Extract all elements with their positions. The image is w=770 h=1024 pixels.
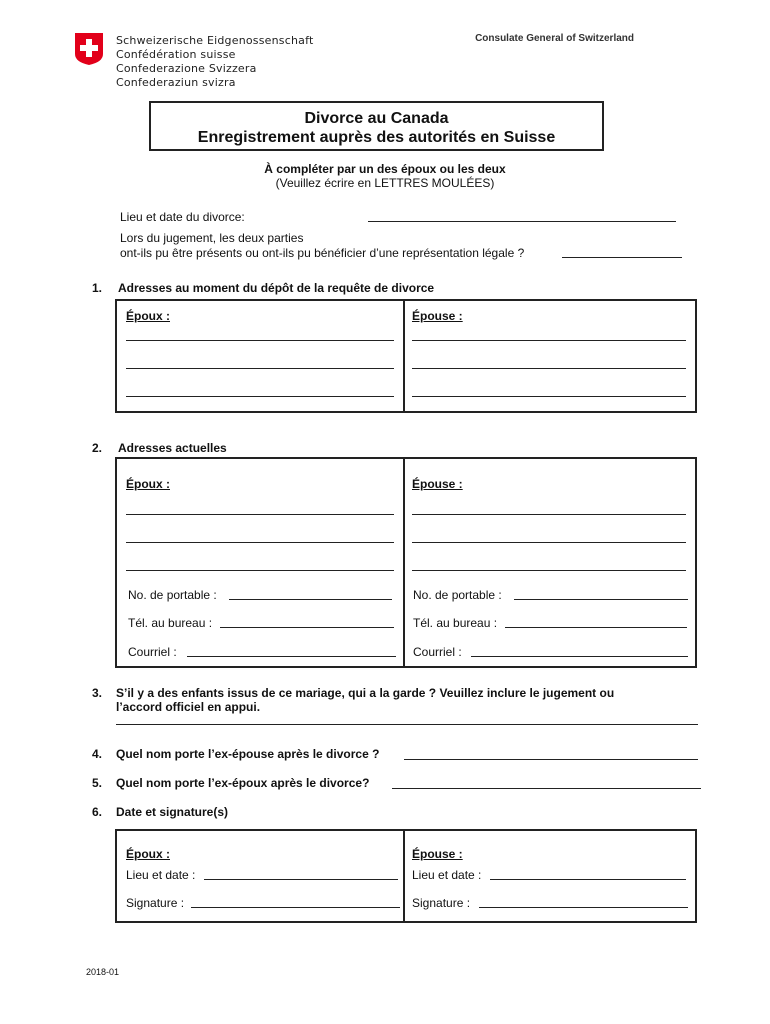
judgment-question-line-1: Lors du jugement, les deux parties — [120, 231, 304, 245]
section-2-wife-address-line[interactable] — [412, 514, 686, 515]
divorce-place-date-label: Lieu et date du divorce: — [120, 210, 245, 224]
section-5-number: 5. — [92, 776, 103, 790]
wife-mobile-field[interactable] — [514, 599, 688, 600]
wife-signature-field[interactable] — [479, 907, 688, 908]
wife-office-phone-field[interactable] — [505, 627, 687, 628]
husband-signature-field[interactable] — [191, 907, 400, 908]
section-3-number: 3. — [92, 686, 103, 700]
section-1-husband-address-line[interactable] — [126, 340, 394, 341]
wife-place-date-field[interactable] — [490, 879, 686, 880]
section-1-wife-address-line[interactable] — [412, 340, 686, 341]
section-4-question: Quel nom porte l’ex-épouse après le divorce ? — [116, 747, 380, 761]
section-2-wife-label: Épouse : — [412, 477, 463, 491]
swiss-flag-logo — [74, 32, 104, 66]
section-2-box — [115, 457, 697, 668]
section-2-wife-address-line[interactable] — [412, 542, 686, 543]
section-6-wife-label: Épouse : — [412, 847, 463, 861]
section-2-husband-address-line[interactable] — [126, 570, 394, 571]
wife-office-phone-label: Tél. au bureau : — [413, 616, 498, 630]
section-2-husband-label: Époux : — [126, 477, 170, 491]
section-2-husband-address-line[interactable] — [126, 542, 394, 543]
section-6-box — [115, 829, 697, 923]
section-1-number: 1. — [92, 281, 103, 295]
wife-signature-label: Signature : — [412, 896, 471, 910]
section-1-wife-address-line[interactable] — [412, 368, 686, 369]
consulate-name: Consulate General of Switzerland — [475, 33, 634, 44]
title-box — [149, 101, 604, 151]
judgment-question-line-2: ont-ils pu être présents ou ont-ils pu bénéficier d’une représentation légale ? — [120, 246, 525, 260]
section-2-number: 2. — [92, 441, 103, 455]
section-1-husband-address-line[interactable] — [126, 396, 394, 397]
divorce-place-date-field[interactable] — [368, 221, 676, 222]
lang-name-it: Confederazione Svizzera — [116, 62, 257, 75]
confederation-names — [116, 34, 313, 90]
section-2-husband-address-line[interactable] — [126, 514, 394, 515]
section-1-divider — [403, 299, 405, 413]
section-1-husband-address-line[interactable] — [126, 368, 394, 369]
husband-place-date-label: Lieu et date : — [126, 868, 196, 882]
section-6-divider — [403, 829, 405, 923]
wife-mobile-label: No. de portable : — [413, 588, 502, 602]
legal-representation-field[interactable] — [562, 257, 682, 258]
wife-place-date-label: Lieu et date : — [412, 868, 482, 882]
ex-husband-name-field[interactable] — [392, 788, 701, 789]
husband-email-field[interactable] — [187, 656, 396, 657]
section-3-question-line-2: l’accord officiel en appui. — [116, 700, 261, 714]
section-3-question-line-1: S’il y a des enfants issus de ce mariage, qui a la garde ? Veuillez inclure le jugement ou — [116, 686, 615, 700]
ex-wife-name-field[interactable] — [404, 759, 698, 760]
title-line-2: Enregistrement auprès des autorités en Suisse — [197, 129, 556, 146]
section-1-title: Adresses au moment du dépôt de la requête de divorce — [118, 281, 435, 295]
custody-field[interactable] — [116, 724, 698, 725]
husband-place-date-field[interactable] — [204, 879, 398, 880]
lang-name-fr: Confédération suisse — [116, 48, 236, 61]
section-6-title: Date et signature(s) — [116, 805, 229, 819]
section-2-wife-address-line[interactable] — [412, 570, 686, 571]
husband-mobile-field[interactable] — [229, 599, 392, 600]
lang-name-de: Schweizerische Eidgenossenschaft — [116, 34, 314, 47]
lang-name-rm: Confederaziun svizra — [116, 76, 236, 89]
section-1-wife-address-line[interactable] — [412, 396, 686, 397]
section-6-number: 6. — [92, 805, 103, 819]
husband-mobile-label: No. de portable : — [128, 588, 217, 602]
section-2-title: Adresses actuelles — [118, 441, 227, 455]
husband-office-phone-label: Tél. au bureau : — [128, 616, 213, 630]
wife-email-field[interactable] — [471, 656, 688, 657]
section-2-divider — [403, 457, 405, 668]
instruction-line-1: À compléter par un des époux ou les deux — [264, 162, 506, 176]
husband-email-label: Courriel : — [128, 645, 177, 659]
wife-email-label: Courriel : — [413, 645, 462, 659]
section-5-question: Quel nom porte l’ex-époux après le divorce? — [116, 776, 370, 790]
instruction-line-2: (Veuillez écrire en LETTRES MOULÉES) — [275, 176, 495, 190]
title-line-1: Divorce au Canada — [304, 110, 449, 127]
husband-office-phone-field[interactable] — [220, 627, 394, 628]
section-1-wife-label: Épouse : — [412, 309, 463, 323]
form-version-code: 2018-01 — [86, 967, 120, 977]
husband-signature-label: Signature : — [126, 896, 185, 910]
section-1-husband-label: Époux : — [126, 309, 170, 323]
section-6-husband-label: Époux : — [126, 847, 170, 861]
section-4-number: 4. — [92, 747, 103, 761]
